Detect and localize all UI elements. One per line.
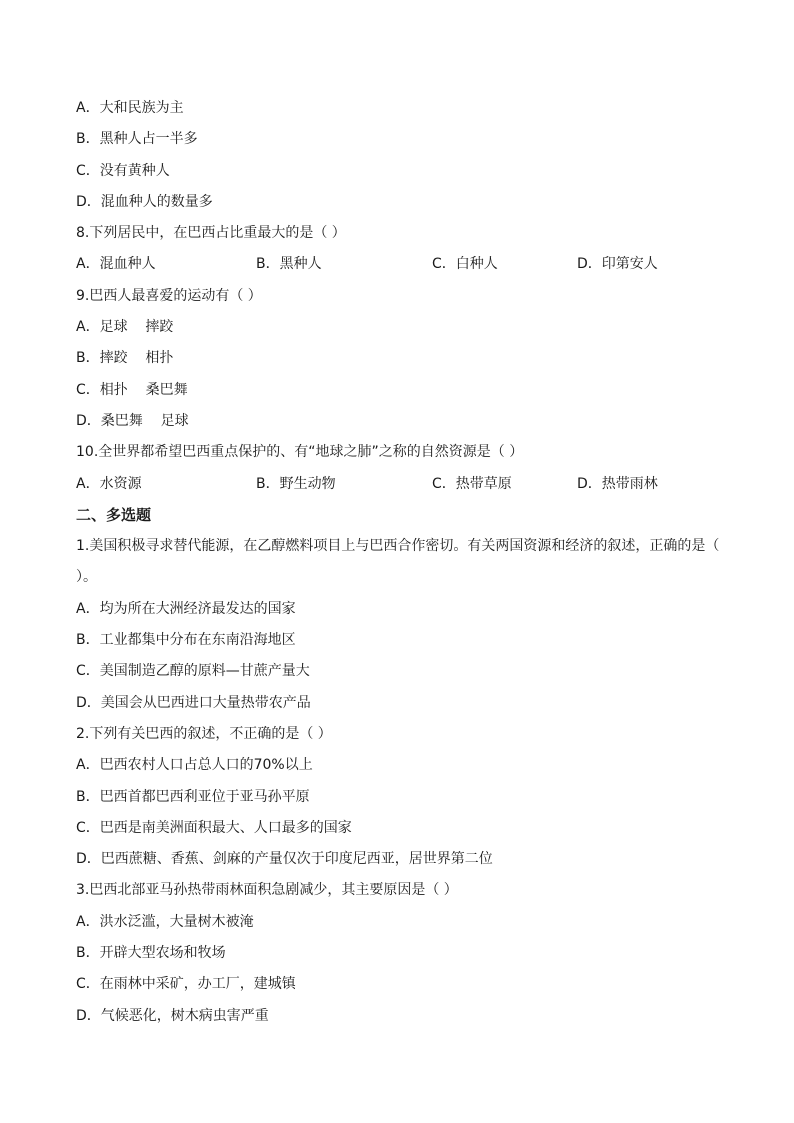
q8-option-c: C．白种人 — [432, 256, 498, 273]
m1-option-b: B．工业都集中分布在东南沿海地区 — [76, 632, 296, 649]
q10-options — [76, 474, 736, 494]
q10-option-c: C．热带草原 — [432, 475, 512, 492]
q9-stem: 9.巴西人最喜爱的运动有（ ） — [76, 287, 262, 304]
q7-option-a: A．大和民族为主 — [76, 100, 184, 116]
q10-option-a: A．水资源 — [76, 475, 142, 492]
q8-option-d: D．印第安人 — [577, 256, 658, 273]
m1-option-c: C．美国制造乙醇的原料—甘蔗产量大 — [76, 663, 310, 680]
section-title-multiple-choice: 二、多选题 — [76, 505, 152, 524]
q8-option-a: A．混血种人 — [76, 256, 156, 273]
q7-option-d: D．混血种人的数量多 — [76, 193, 213, 210]
q10-stem: 10.全世界都希望巴西重点保护的、有“地球之肺”之称的自然资源是（ ） — [76, 444, 524, 461]
q9-option-b: B．摔跤 相扑 — [76, 350, 174, 367]
m1-option-d: D．美国会从巴西进口大量热带农产品 — [76, 694, 311, 711]
m3-option-a: A．洪水泛滥，大量树木被淹 — [76, 913, 254, 930]
q10-option-b: B．野生动物 — [256, 475, 336, 492]
q10-option-d: D．热带雨林 — [577, 475, 658, 492]
m1-option-a: A．均为所在大洲经济最发达的国家 — [76, 600, 296, 617]
m2-option-c: C．巴西是南美洲面积最大、人口最多的国家 — [76, 819, 352, 836]
m2-option-d: D．巴西蔗糖、香蕉、剑麻的产量仅次于印度尼西亚，居世界第二位 — [76, 851, 493, 868]
q9-option-d: D．桑巴舞 足球 — [76, 412, 189, 429]
m2-option-a: A．巴西农村人口占总人口的70%以上 — [76, 757, 313, 774]
q9-option-c: C．相扑 桑巴舞 — [76, 381, 188, 398]
m3-option-b: B．开辟大型农场和牧场 — [76, 945, 226, 962]
m2-option-b: B．巴西首都巴西利亚位于亚马孙平原 — [76, 788, 310, 805]
q8-stem: 8.下列居民中，在巴西占比重最大的是（ ） — [76, 225, 346, 242]
q8-options — [76, 254, 736, 274]
q7-option-b: B．黑种人占一半多 — [76, 131, 198, 148]
document-page — [76, 98, 736, 1037]
m3-option-c: C．在雨林中采矿，办工厂，建城镇 — [76, 976, 296, 993]
m2-stem: 2.下列有关巴西的叙述，不正确的是（ ） — [76, 725, 332, 742]
m3-stem: 3.巴西北部亚马孙热带雨林面积急剧减少，其主要原因是（ ） — [76, 882, 458, 899]
q9-option-a: A．足球 摔跤 — [76, 319, 174, 336]
m1-stem: 1.美国积极寻求替代能源，在乙醇燃料项目上与巴西合作密切。有关两国资源和经济的叙述，正确的是（ ）。 — [76, 537, 720, 585]
q7-option-c: C．没有黄种人 — [76, 162, 170, 179]
m3-option-d: D．气候恶化，树木病虫害严重 — [76, 1007, 269, 1024]
q8-option-b: B．黑种人 — [256, 256, 322, 273]
